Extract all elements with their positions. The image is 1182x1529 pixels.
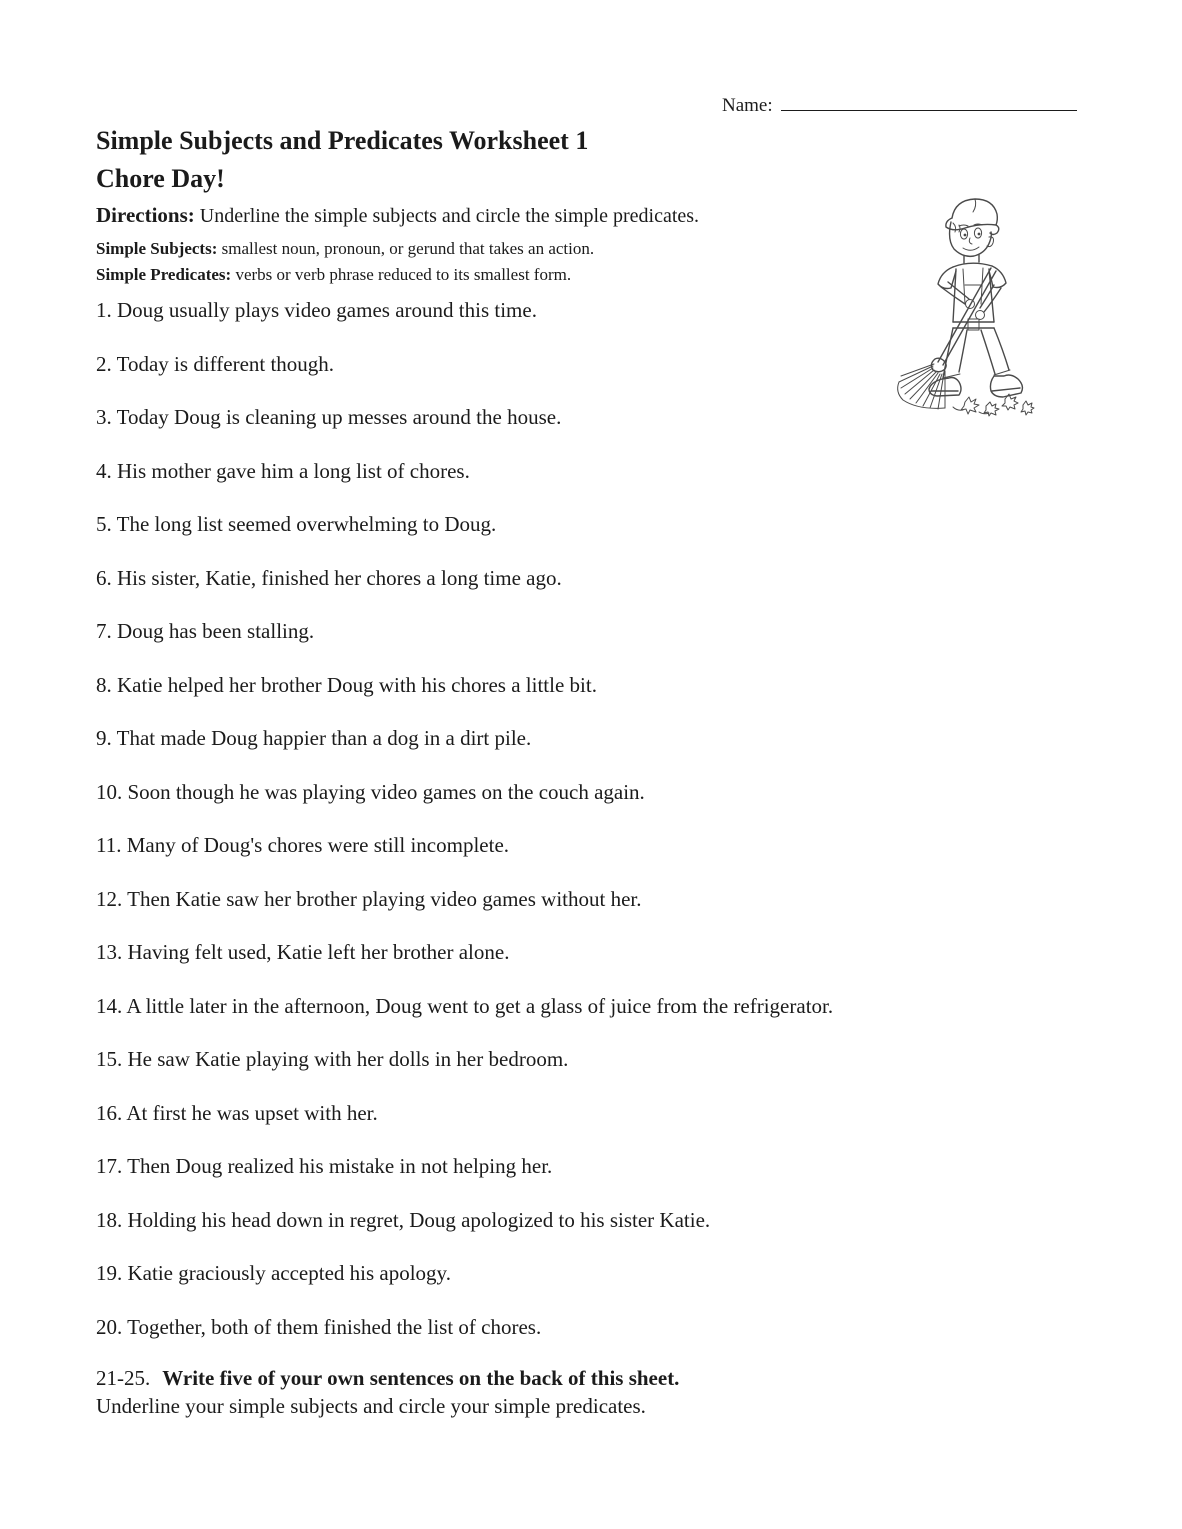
directions-label: Directions: xyxy=(96,203,195,227)
definitions-block xyxy=(96,236,594,288)
sentence-item-6 xyxy=(96,565,996,590)
sentence-number: 3. xyxy=(96,405,112,429)
sentence-text: Today is different though. xyxy=(116,351,335,376)
sentence-item-13 xyxy=(96,942,996,963)
sentence-number: 12. xyxy=(96,886,123,911)
sentence-item-20 xyxy=(96,1314,996,1339)
exercise-21-25-line2: Underline your simple subjects and circle your simple predicates. xyxy=(96,1394,646,1418)
sentence-text: The long list seemed overwhelming to Doug. xyxy=(116,512,497,536)
sentence-number: 7. xyxy=(96,619,112,643)
sentence-number: 11. xyxy=(96,833,122,857)
sentence-number: 16. xyxy=(96,1100,123,1125)
definition-simple-subjects xyxy=(96,236,594,262)
sentence-text: He saw Katie playing with her dolls in her bedroom. xyxy=(127,1047,569,1071)
exercise-21-25 xyxy=(96,1364,996,1420)
sentence-text: Katie helped her brother Doug with his chores a little bit. xyxy=(117,672,597,697)
definition-simple-predicates xyxy=(96,262,594,288)
sentence-text: Having felt used, Katie left her brother alone. xyxy=(127,940,510,964)
sentence-number: 19. xyxy=(96,1261,123,1285)
sentence-item-1 xyxy=(96,300,996,321)
sentence-text: Today Doug is cleaning up messes around the house. xyxy=(116,405,562,429)
sentence-number: 4. xyxy=(96,458,112,483)
definition-label: Simple Subjects: xyxy=(96,239,218,258)
definition-label: Simple Predicates: xyxy=(96,265,232,284)
sentence-item-11 xyxy=(96,835,996,856)
directions-line xyxy=(96,203,699,228)
sentence-number: 17. xyxy=(96,1154,123,1178)
name-label: Name: xyxy=(722,95,773,116)
sentence-number: 14. xyxy=(96,993,123,1018)
sentence-item-16 xyxy=(96,1100,996,1125)
directions-text: Underline the simple subjects and circle the simple predicates. xyxy=(199,205,700,227)
exercise-range: 21-25. xyxy=(96,1366,151,1390)
sentence-text: Many of Doug's chores were still incomplete. xyxy=(126,833,510,857)
sentence-text: Together, both of them finished the list of chores. xyxy=(127,1314,542,1339)
sentence-number: 1. xyxy=(96,298,112,322)
sentence-item-15 xyxy=(96,1049,996,1070)
name-blank-line xyxy=(781,94,1077,111)
exercise-bold-instruction: Write five of your own sentences on the back of this sheet. xyxy=(162,1366,680,1390)
sentence-number: 8. xyxy=(96,672,112,697)
sentence-item-17 xyxy=(96,1156,996,1177)
sentence-number: 5. xyxy=(96,512,112,536)
boy-sweeping-broom-icon xyxy=(893,192,1071,420)
sentence-item-7 xyxy=(96,621,996,642)
sentence-number: 15. xyxy=(96,1047,123,1071)
sentence-text: Doug usually plays video games around this time. xyxy=(117,298,537,322)
sentence-text: At first he was upset with her. xyxy=(126,1100,378,1125)
sentence-item-10 xyxy=(96,779,996,804)
sentence-number: 2. xyxy=(96,351,112,376)
worksheet-title: Simple Subjects and Predicates Worksheet 1 xyxy=(96,126,589,155)
exercise-21-25-line1 xyxy=(96,1364,996,1392)
sentence-item-14 xyxy=(96,993,996,1018)
sentence-text: Doug has been stalling. xyxy=(117,619,315,643)
sentence-text: Then Katie saw her brother playing video games without her. xyxy=(127,886,642,911)
sentence-item-18 xyxy=(96,1207,996,1232)
boy-sweeping-illustration xyxy=(893,192,1071,420)
sentence-item-3 xyxy=(96,407,996,428)
sentence-number: 20. xyxy=(96,1314,123,1339)
definition-text: smallest noun, pronoun, or gerund that takes an action. xyxy=(221,239,595,258)
sentence-text: Katie graciously accepted his apology. xyxy=(127,1261,451,1285)
sentence-item-9 xyxy=(96,728,996,749)
sentence-item-12 xyxy=(96,886,996,911)
worksheet-subtitle: Chore Day! xyxy=(96,164,225,193)
sentence-item-19 xyxy=(96,1263,996,1284)
sentence-item-8 xyxy=(96,672,996,697)
sentence-text: Soon though he was playing video games on the couch again. xyxy=(127,779,645,804)
sentence-text: His sister, Katie, finished her chores a long time ago. xyxy=(117,565,562,590)
sentence-text: Holding his head down in regret, Doug apologized to his sister Katie. xyxy=(127,1207,711,1232)
name-field-row xyxy=(722,94,1077,117)
sentence-item-2 xyxy=(96,351,996,376)
sentence-item-4 xyxy=(96,458,996,483)
sentence-text: That made Doug happier than a dog in a dirt pile. xyxy=(116,726,532,750)
sentence-number: 13. xyxy=(96,940,123,964)
sentence-number: 10. xyxy=(96,779,123,804)
sentence-text: His mother gave him a long list of chores. xyxy=(117,458,470,483)
sentence-list xyxy=(96,300,996,1370)
sentence-text: Then Doug realized his mistake in not helping her. xyxy=(127,1154,553,1178)
sentence-item-5 xyxy=(96,514,996,535)
sentence-number: 9. xyxy=(96,726,112,750)
worksheet-header xyxy=(96,122,588,198)
definition-text: verbs or verb phrase reduced to its smallest form. xyxy=(235,265,572,284)
sentence-number: 18. xyxy=(96,1207,123,1232)
sentence-number: 6. xyxy=(96,565,112,590)
sentence-text: A little later in the afternoon, Doug went to get a glass of juice from the refrigerator. xyxy=(126,993,834,1018)
